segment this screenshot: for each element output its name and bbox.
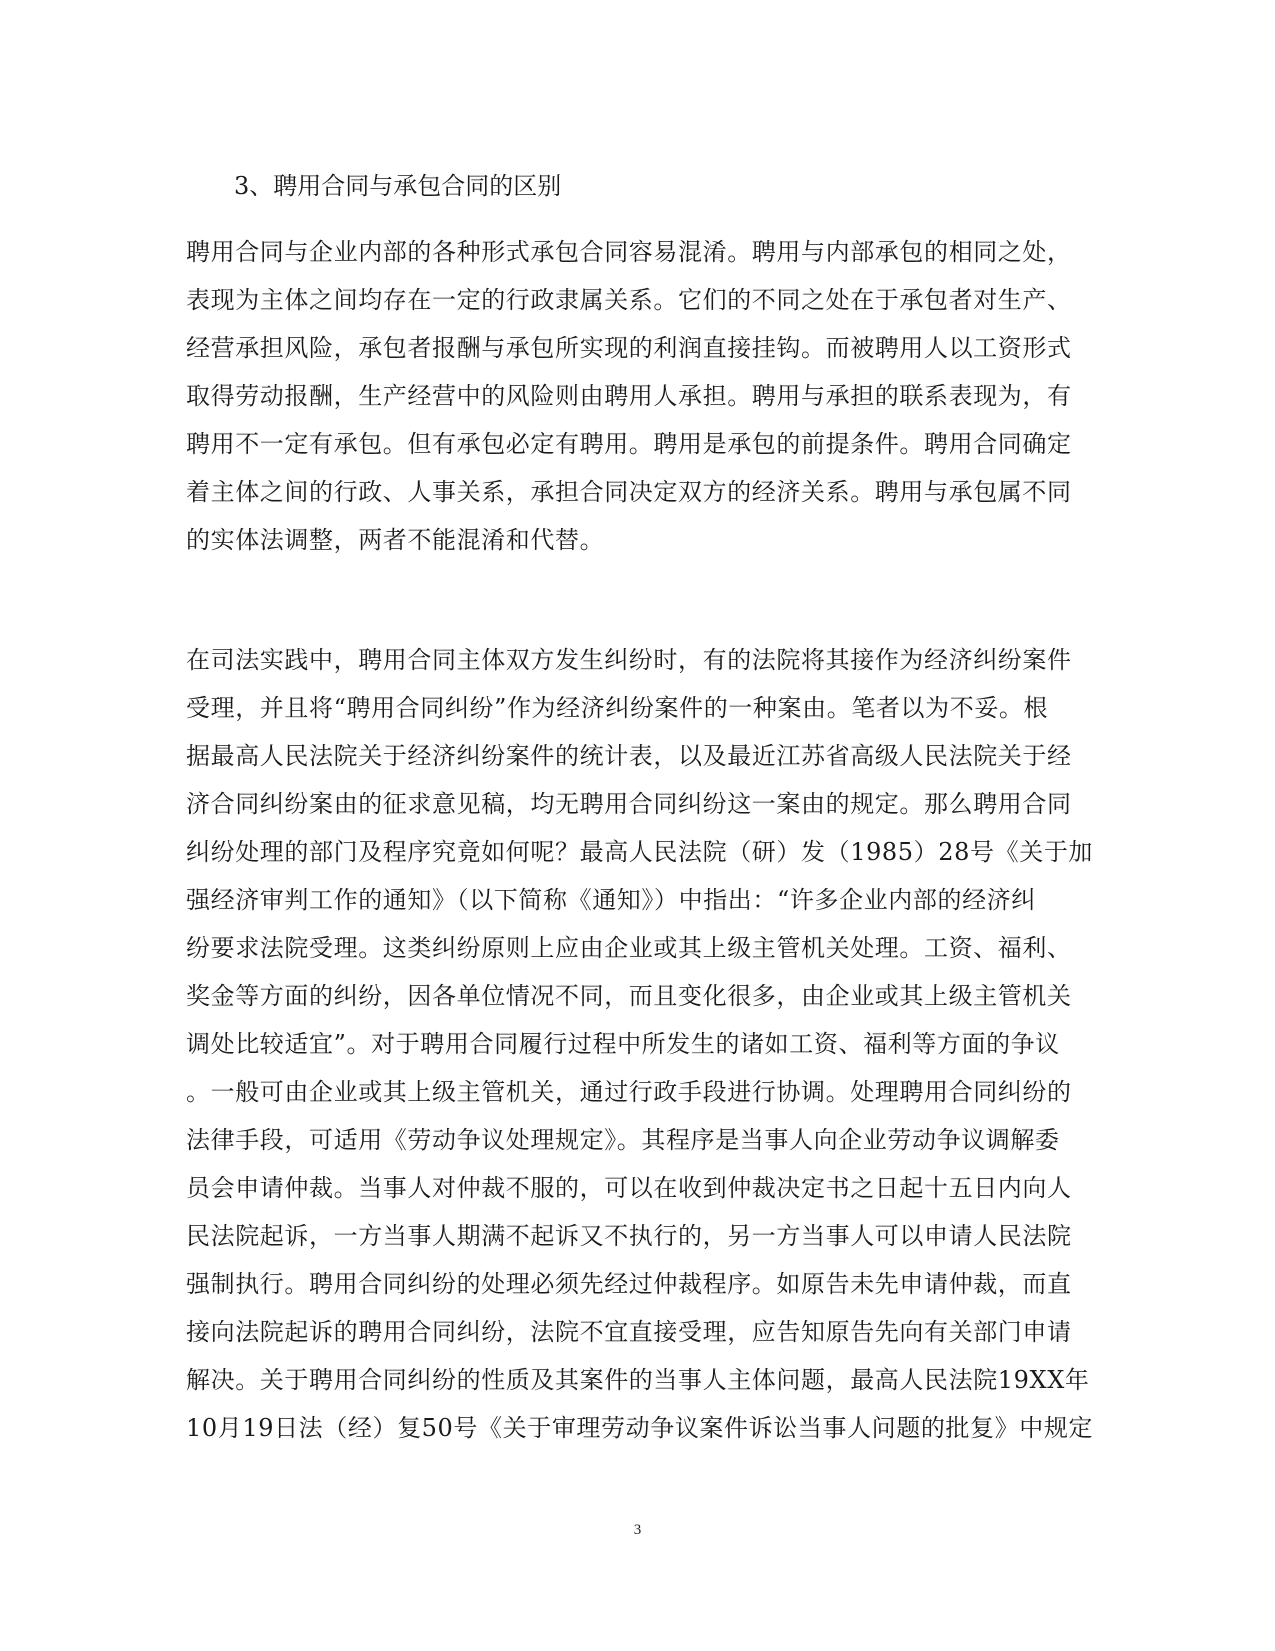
text-line: 奖金等方面的纠纷，因各单位情况不同，而且变化很多，由企业或其上级主管机关 [186, 982, 1072, 1010]
text-line: 济合同纠纷案由的征求意见稿，均无聘用合同纠纷这一案由的规定。那么聘用合同 [186, 790, 1072, 818]
text-line: 聘用合同与企业内部的各种形式承包合同容易混淆。聘用与内部承包的相同之处， [186, 238, 1072, 266]
page-number: 3 [633, 1522, 642, 1538]
text-line: 10月19日法（经）复50号《关于审理劳动争议案件诉讼当事人问题的批复》中规定 [186, 1414, 1094, 1442]
text-line: 强经济审判工作的通知》（以下简称《通知》）中指出：“许多企业内部的经济纠 [186, 886, 1036, 914]
text-line: 在司法实践中，聘用合同主体双方发生纠纷时，有的法院将其接作为经济纠纷案件 [186, 646, 1072, 674]
text-line: 员会申请仲裁。当事人对仲裁不服的，可以在收到仲裁决定书之日起十五日内向人 [186, 1174, 1072, 1202]
text-line: 解决。关于聘用合同纠纷的性质及其案件的当事人主体问题，最高人民法院19XX年 [186, 1366, 1090, 1394]
text-line: 纠纷处理的部门及程序究竟如何呢？最高人民法院（研）发（1985）28号《关于加 [186, 838, 1094, 866]
section-heading: 3、聘用合同与承包合同的区别 [234, 172, 562, 200]
text-line: 取得劳动报酬，生产经营中的风险则由聘用人承担。聘用与承担的联系表现为，有 [186, 382, 1072, 410]
text-line: 的实体法调整，两者不能混淆和代替。 [186, 526, 605, 554]
text-line: 着主体之间的行政、人事关系，承担合同决定双方的经济关系。聘用与承包属不同 [186, 478, 1072, 506]
text-line: 据最高人民法院关于经济纠纷案件的统计表，以及最近江苏省高级人民法院关于经 [186, 742, 1072, 770]
text-line: 接向法院起诉的聘用合同纠纷，法院不宜直接受理，应告知原告先向有关部门申请 [186, 1318, 1072, 1346]
text-line: 纷要求法院受理。这类纠纷原则上应由企业或其上级主管机关处理。工资、福利、 [186, 934, 1072, 962]
text-line: 法律手段，可适用《劳动争议处理规定》。其程序是当事人向企业劳动争议调解委 [186, 1126, 1060, 1154]
text-line: 经营承担风险，承包者报酬与承包所实现的利润直接挂钩。而被聘用人以工资形式 [186, 334, 1072, 362]
text-line: 民法院起诉，一方当事人期满不起诉又不执行的，另一方当事人可以申请人民法院 [186, 1222, 1072, 1250]
text-line: 强制执行。聘用合同纠纷的处理必须先经过仲裁程序。如原告未先申请仲裁，而直 [186, 1270, 1072, 1298]
text-line: 表现为主体之间均存在一定的行政隶属关系。它们的不同之处在于承包者对生产、 [186, 286, 1072, 314]
text-line: 调处比较适宜”。对于聘用合同履行过程中所发生的诸如工资、福利等方面的争议 [186, 1030, 1060, 1058]
text-line: 聘用不一定有承包。但有承包必定有聘用。聘用是承包的前提条件。聘用合同确定 [186, 430, 1072, 458]
paragraph-1 [186, 228, 1086, 564]
paragraph-2 [186, 636, 1094, 1452]
text-line: 受理，并且将“聘用合同纠纷”作为经济纠纷案件的一种案由。笔者以为不妥。根 [186, 694, 1049, 722]
text-line: 。一般可由企业或其上级主管机关，通过行政手段进行协调。处理聘用合同纠纷的 [186, 1078, 1072, 1106]
